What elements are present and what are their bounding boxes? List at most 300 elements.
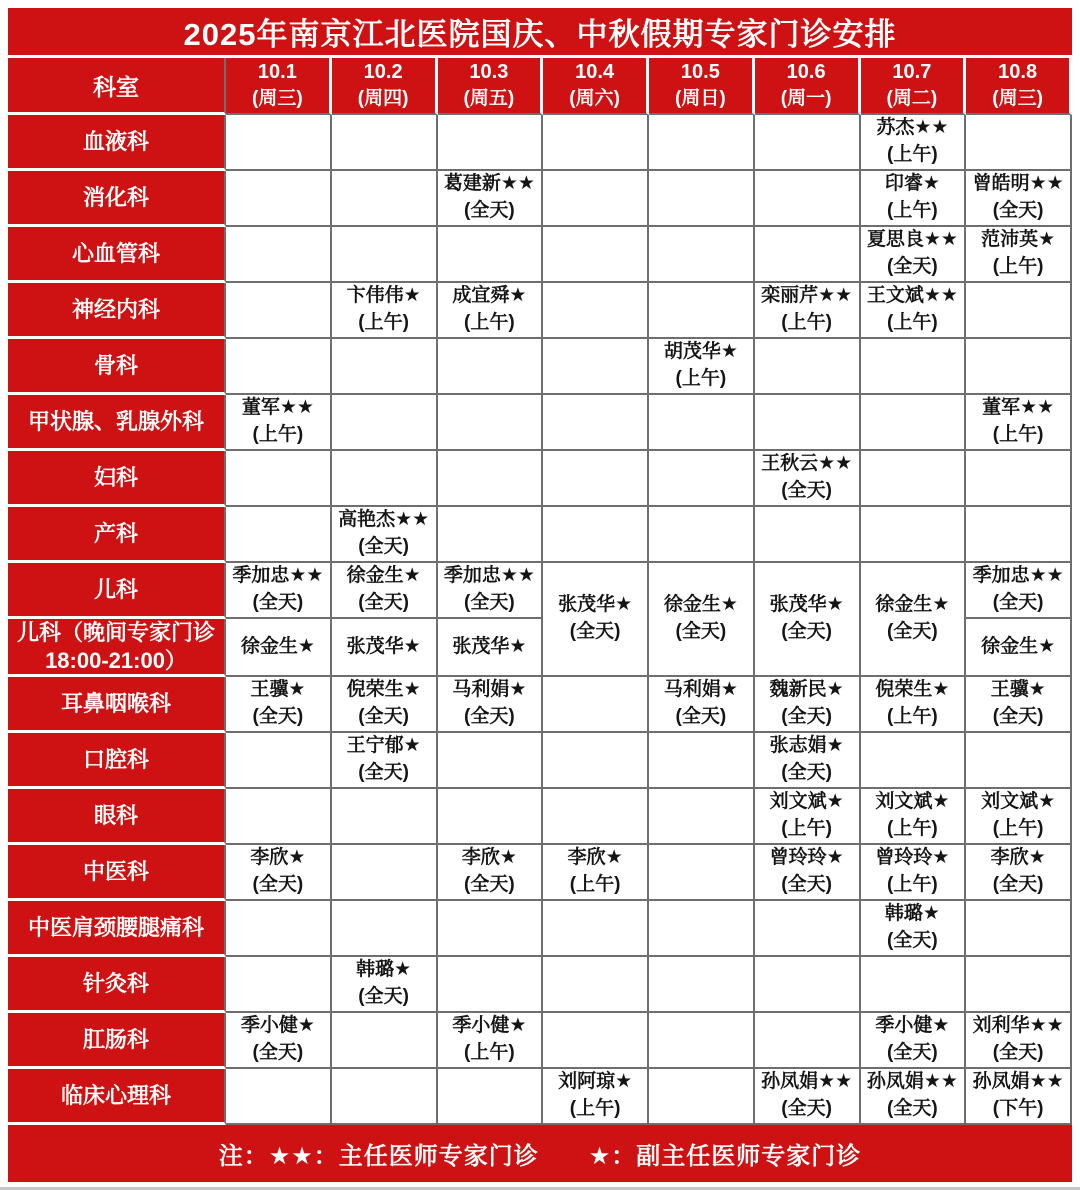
schedule-cell <box>649 507 755 563</box>
schedule-cell <box>966 563 1072 619</box>
doctor-name: 曾玲玲★ <box>769 847 844 869</box>
schedule-cell <box>649 451 755 507</box>
schedule-cell <box>966 507 1072 563</box>
doctor-name: 季小健★ <box>452 1015 527 1037</box>
doctor-name: 王宁郁★ <box>346 735 421 757</box>
schedule-cell <box>861 1069 967 1125</box>
schedule-cell <box>543 563 649 677</box>
session-time: (全天) <box>992 706 1044 727</box>
department-name: 眼科 <box>8 789 226 845</box>
column-header-date <box>861 58 967 115</box>
footer-row <box>8 1125 1072 1182</box>
doctor-name: 刘文斌★ <box>769 791 844 813</box>
schedule-cell <box>966 957 1072 1013</box>
schedule-cell <box>332 845 438 901</box>
doctor-name: 李欣★ <box>461 847 517 869</box>
schedule-cell <box>226 901 332 957</box>
doctor-name: 王骥★ <box>250 679 306 701</box>
header-date: 10.2 <box>363 61 403 84</box>
doctor-name: 季加忠★★ <box>443 565 535 587</box>
department-row <box>8 227 1072 283</box>
header-date: 10.1 <box>257 61 297 84</box>
schedule-cell <box>332 171 438 227</box>
doctor-name: 倪荣生★ <box>875 679 950 701</box>
session-time: (上午) <box>781 312 832 333</box>
schedule-cell <box>966 451 1072 507</box>
schedule-cell <box>543 171 649 227</box>
doctor-name: 曾皓明★★ <box>972 173 1064 195</box>
doctor-name: 季小健★ <box>875 1015 950 1037</box>
schedule-cell <box>226 677 332 733</box>
department-row <box>8 957 1072 1013</box>
doctor-name: 马利娟★ <box>663 679 738 701</box>
doctor-name: 韩璐★ <box>884 903 940 925</box>
doctor-name: 苏杰★★ <box>876 117 949 139</box>
schedule-cell <box>649 1013 755 1069</box>
schedule-cell <box>861 395 967 451</box>
header-weekday: (周三) <box>992 88 1043 110</box>
schedule-cell <box>861 115 967 171</box>
doctor-name: 成宜舜★ <box>452 285 527 307</box>
schedule-cell <box>332 1069 438 1125</box>
schedule-cell <box>755 507 861 563</box>
schedule-cell <box>226 789 332 845</box>
schedule-cell <box>966 395 1072 451</box>
schedule-cell <box>438 957 544 1013</box>
department-row <box>8 395 1072 451</box>
schedule-cell <box>861 677 967 733</box>
session-time: (上午) <box>464 1042 515 1063</box>
schedule-cell <box>861 563 967 677</box>
session-time: (全天) <box>992 874 1044 895</box>
schedule-cell <box>861 845 967 901</box>
department-row <box>8 1069 1072 1125</box>
session-time: (全天) <box>675 706 727 727</box>
session-time: (全天) <box>992 200 1044 221</box>
schedule-cell <box>332 901 438 957</box>
schedule-cell <box>332 339 438 395</box>
doctor-name: 季加忠★★ <box>972 565 1064 587</box>
doctor-name: 李欣★ <box>567 847 623 869</box>
session-time: (上午) <box>569 874 621 895</box>
session-time: (上午) <box>992 256 1044 277</box>
schedule-cell <box>755 845 861 901</box>
schedule-cell <box>861 1013 967 1069</box>
session-time: (全天) <box>781 762 832 783</box>
doctor-name: 刘文斌★ <box>981 791 1056 813</box>
doctor-name: 徐金生★ <box>346 565 421 587</box>
department-row <box>8 1013 1072 1069</box>
department-name: 肛肠科 <box>8 1013 226 1069</box>
schedule-cell <box>755 395 861 451</box>
doctor-name: 李欣★ <box>990 847 1046 869</box>
schedule-cell <box>649 115 755 171</box>
schedule-cell <box>649 733 755 789</box>
header-weekday: (周日) <box>675 88 726 110</box>
schedule-cell <box>226 733 332 789</box>
department-name: 妇科 <box>8 451 226 507</box>
doctor-name: 季加忠★★ <box>232 565 324 587</box>
schedule-cell <box>755 1013 861 1069</box>
schedule-cell <box>226 619 332 677</box>
schedule-cell <box>649 171 755 227</box>
department-name: 血液科 <box>8 115 226 171</box>
schedule-cell <box>332 507 438 563</box>
session-time: (上午) <box>887 706 938 727</box>
department-row <box>8 733 1072 789</box>
schedule-cell <box>861 451 967 507</box>
doctor-name: 董军★★ <box>241 397 314 419</box>
session-time: (全天) <box>252 592 304 613</box>
schedule-cell <box>861 339 967 395</box>
schedule-cell <box>966 171 1072 227</box>
column-header-date <box>543 58 649 115</box>
doctor-name: 范沛英★ <box>981 229 1056 251</box>
schedule-cell <box>966 1013 1072 1069</box>
doctor-name: 刘文斌★ <box>875 791 950 813</box>
doctor-name: 徐金生★ <box>240 635 315 657</box>
session-time: (全天) <box>887 256 938 277</box>
schedule-cell <box>438 227 544 283</box>
session-time: (上午) <box>252 424 304 445</box>
doctor-name: 季小健★ <box>240 1015 315 1037</box>
schedule-cell <box>332 789 438 845</box>
schedule-cell <box>966 339 1072 395</box>
schedule-cell <box>649 901 755 957</box>
schedule-cell <box>438 451 544 507</box>
schedule-cell <box>966 227 1072 283</box>
schedule-cell <box>226 957 332 1013</box>
session-time: (全天) <box>252 706 304 727</box>
department-name: 中医肩颈腰腿痛科 <box>8 901 226 957</box>
schedule-cell <box>226 339 332 395</box>
department-name: 心血管科 <box>8 227 226 283</box>
column-header-date <box>332 58 438 115</box>
session-time: (上午) <box>887 874 938 895</box>
session-time: (全天) <box>464 200 515 221</box>
header-weekday: (周一) <box>780 88 832 110</box>
header-weekday: (周六) <box>569 88 620 110</box>
session-time: (上午) <box>358 312 409 333</box>
schedule-cell <box>543 901 649 957</box>
doctor-name: 徐金生★ <box>875 594 950 616</box>
schedule-cell <box>438 339 544 395</box>
schedule-cell <box>226 845 332 901</box>
session-time: (全天) <box>675 621 727 642</box>
schedule-cell <box>755 1069 861 1125</box>
schedule-cell <box>861 957 967 1013</box>
title-row <box>8 8 1072 58</box>
schedule-cell <box>649 677 755 733</box>
department-name: 口腔科 <box>8 733 226 789</box>
doctor-name: 倪荣生★ <box>346 679 421 701</box>
session-time: (全天) <box>464 706 515 727</box>
schedule-cell <box>438 845 544 901</box>
session-time: (全天) <box>252 874 304 895</box>
session-time: (全天) <box>992 592 1044 613</box>
doctor-name: 王文斌★★ <box>866 285 958 307</box>
schedule-cell <box>649 789 755 845</box>
schedule-cell <box>966 115 1072 171</box>
schedule-cell <box>649 957 755 1013</box>
schedule-cell <box>861 227 967 283</box>
schedule-table-footer <box>8 1125 1072 1182</box>
schedule-cell <box>226 395 332 451</box>
schedule-cell <box>966 733 1072 789</box>
column-header-date <box>649 58 755 115</box>
department-name: 耳鼻咽喉科 <box>8 677 226 733</box>
session-time: (上午) <box>887 144 938 165</box>
schedule-cell <box>332 395 438 451</box>
header-weekday: (周五) <box>463 88 515 110</box>
header-date: 10.7 <box>892 61 932 84</box>
schedule-cell <box>543 957 649 1013</box>
schedule-cell <box>861 789 967 845</box>
schedule-cell <box>226 563 332 619</box>
schedule-cell <box>438 1069 544 1125</box>
schedule-cell <box>332 957 438 1013</box>
column-header-date <box>438 58 544 115</box>
doctor-name: 董军★★ <box>982 397 1055 419</box>
schedule-cell <box>332 733 438 789</box>
column-header-date <box>966 58 1072 115</box>
column-header-date <box>226 58 332 115</box>
schedule-cell <box>332 1013 438 1069</box>
schedule-cell <box>543 677 649 733</box>
department-row <box>8 845 1072 901</box>
schedule-cell <box>438 619 544 677</box>
doctor-name: 孙凤娟★★ <box>866 1071 958 1093</box>
session-time: (全天) <box>464 874 515 895</box>
schedule-cell <box>438 395 544 451</box>
schedule-cell <box>649 395 755 451</box>
department-name: 神经内科 <box>8 283 226 339</box>
column-header-date <box>755 58 861 115</box>
header-date: 10.8 <box>998 61 1038 84</box>
doctor-name: 葛建新★★ <box>443 173 535 195</box>
schedule-cell <box>649 845 755 901</box>
schedule-cell <box>966 283 1072 339</box>
schedule-cell <box>649 227 755 283</box>
department-row <box>8 451 1072 507</box>
department-name: 中医科 <box>8 845 226 901</box>
schedule-cell <box>755 283 861 339</box>
schedule-cell <box>755 901 861 957</box>
department-row <box>8 789 1072 845</box>
department-name: 针灸科 <box>8 957 226 1013</box>
session-time: (全天) <box>992 1042 1044 1063</box>
schedule-cell <box>332 115 438 171</box>
header-weekday: (周二) <box>886 88 938 110</box>
session-time: (上午) <box>992 818 1044 839</box>
schedule-cell <box>543 789 649 845</box>
session-time: (全天) <box>464 592 515 613</box>
schedule-cell <box>543 227 649 283</box>
session-time: (下午) <box>992 1098 1044 1119</box>
session-time: (全天) <box>781 706 832 727</box>
schedule-cell <box>755 451 861 507</box>
header-date: 10.3 <box>469 61 509 84</box>
schedule-cell <box>649 563 755 677</box>
session-time: (全天) <box>887 621 938 642</box>
doctor-name: 卞伟伟★ <box>346 285 421 307</box>
schedule-cell <box>226 283 332 339</box>
session-time: (全天) <box>358 986 409 1007</box>
schedule-cell <box>755 563 861 677</box>
schedule-cell <box>332 619 438 677</box>
schedule-cell <box>543 115 649 171</box>
doctor-name: 马利娟★ <box>452 679 527 701</box>
doctor-name: 胡茂华★ <box>663 341 738 363</box>
session-time: (全天) <box>358 536 409 557</box>
department-name: 甲状腺、乳腺外科 <box>8 395 226 451</box>
doctor-name: 王骥★ <box>990 679 1046 701</box>
schedule-cell <box>966 1069 1072 1125</box>
schedule-cell <box>861 733 967 789</box>
schedule-cell <box>861 283 967 339</box>
doctor-name: 徐金生★ <box>981 635 1056 657</box>
session-time: (全天) <box>887 1098 938 1119</box>
doctor-name: 魏新民★ <box>769 679 844 701</box>
session-time: (上午) <box>675 368 727 389</box>
schedule-cell <box>438 563 544 619</box>
doctor-name: 韩璐★ <box>356 959 412 981</box>
schedule-cell <box>755 789 861 845</box>
session-time: (上午) <box>992 424 1044 445</box>
session-time: (全天) <box>887 930 938 951</box>
schedule-cell <box>543 507 649 563</box>
department-name: 消化科 <box>8 171 226 227</box>
session-time: (上午) <box>569 1098 621 1119</box>
header-row <box>8 58 1072 115</box>
schedule-cell <box>861 171 967 227</box>
schedule-cell <box>755 733 861 789</box>
department-row <box>8 677 1072 733</box>
session-time: (上午) <box>887 818 938 839</box>
schedule-cell <box>438 789 544 845</box>
schedule-cell <box>966 789 1072 845</box>
legend-note: 注：★★：主任医师专家门诊 ★：副主任医师专家门诊 <box>8 1125 1072 1182</box>
doctor-name: 印睿★ <box>884 173 940 195</box>
doctor-name: 张茂华★ <box>558 594 633 616</box>
session-time: (全天) <box>781 480 832 501</box>
department-row <box>8 283 1072 339</box>
department-row <box>8 115 1072 171</box>
schedule-cell <box>226 507 332 563</box>
session-time: (全天) <box>252 1042 304 1063</box>
doctor-name: 高艳杰★★ <box>338 509 430 531</box>
department-row <box>8 507 1072 563</box>
session-time: (上午) <box>887 312 938 333</box>
schedule-cell <box>649 1069 755 1125</box>
department-row <box>8 563 1072 619</box>
doctor-name: 栾丽芹★★ <box>761 285 853 307</box>
schedule-cell <box>226 1013 332 1069</box>
schedule-table <box>8 8 1072 1182</box>
header-date: 10.6 <box>786 61 826 84</box>
doctor-name: 孙凤娟★★ <box>761 1071 853 1093</box>
doctor-name: 曾玲玲★ <box>875 847 950 869</box>
doctor-name: 孙凤娟★★ <box>972 1071 1064 1093</box>
doctor-name: 徐金生★ <box>663 594 738 616</box>
schedule-cell <box>966 845 1072 901</box>
schedule-cell <box>755 339 861 395</box>
schedule-cell <box>332 227 438 283</box>
session-time: (全天) <box>781 621 832 642</box>
session-time: (全天) <box>781 874 832 895</box>
header-date: 10.5 <box>680 61 720 84</box>
schedule-cell <box>966 677 1072 733</box>
doctor-name: 张志娟★ <box>769 735 844 757</box>
doctor-name: 张茂华★ <box>346 635 421 657</box>
session-time: (全天) <box>569 621 621 642</box>
doctor-name: 王秋云★★ <box>761 453 853 475</box>
schedule-cell <box>332 283 438 339</box>
schedule-cell <box>649 283 755 339</box>
schedule-cell <box>438 1013 544 1069</box>
schedule-cell <box>755 115 861 171</box>
department-name: 儿科 <box>8 563 226 619</box>
schedule-cell <box>226 227 332 283</box>
session-time: (上午) <box>887 200 938 221</box>
schedule-cell <box>543 395 649 451</box>
department-name: 临床心理科 <box>8 1069 226 1125</box>
schedule-cell <box>755 227 861 283</box>
session-time: (全天) <box>358 592 409 613</box>
schedule-cell <box>861 507 967 563</box>
doctor-name: 刘利华★★ <box>972 1015 1064 1037</box>
schedule-cell <box>543 339 649 395</box>
schedule-cell <box>226 115 332 171</box>
schedule-cell <box>332 677 438 733</box>
schedule-cell <box>332 451 438 507</box>
session-time: (全天) <box>358 762 409 783</box>
header-date: 10.4 <box>575 61 615 84</box>
page-title: 2025年南京江北医院国庆、中秋假期专家门诊安排 <box>8 8 1072 58</box>
doctor-name: 李欣★ <box>250 847 306 869</box>
schedule-cell <box>543 1013 649 1069</box>
doctor-name: 张茂华★ <box>452 635 527 657</box>
doctor-name: 夏思良★★ <box>866 229 958 251</box>
header-weekday: (周三) <box>252 88 303 110</box>
schedule-cell <box>966 901 1072 957</box>
header-weekday: (周四) <box>357 88 409 110</box>
schedule-cell <box>226 1069 332 1125</box>
schedule-cell <box>861 901 967 957</box>
column-header-department: 科室 <box>8 58 226 115</box>
schedule-cell <box>438 677 544 733</box>
schedule-cell <box>755 171 861 227</box>
schedule-cell <box>438 171 544 227</box>
department-row <box>8 339 1072 395</box>
schedule-cell <box>226 451 332 507</box>
department-row <box>8 901 1072 957</box>
doctor-name: 张茂华★ <box>769 594 844 616</box>
session-time: (上午) <box>781 818 832 839</box>
schedule-cell <box>438 507 544 563</box>
department-name: 产科 <box>8 507 226 563</box>
schedule-cell <box>332 563 438 619</box>
department-name: 骨科 <box>8 339 226 395</box>
session-time: (全天) <box>781 1098 832 1119</box>
session-time: (全天) <box>887 1042 938 1063</box>
schedule-cell <box>543 733 649 789</box>
schedule-cell <box>966 619 1072 677</box>
schedule-cell <box>438 901 544 957</box>
session-time: (全天) <box>358 706 409 727</box>
schedule-cell <box>543 451 649 507</box>
doctor-name: 刘阿琼★ <box>558 1071 633 1093</box>
